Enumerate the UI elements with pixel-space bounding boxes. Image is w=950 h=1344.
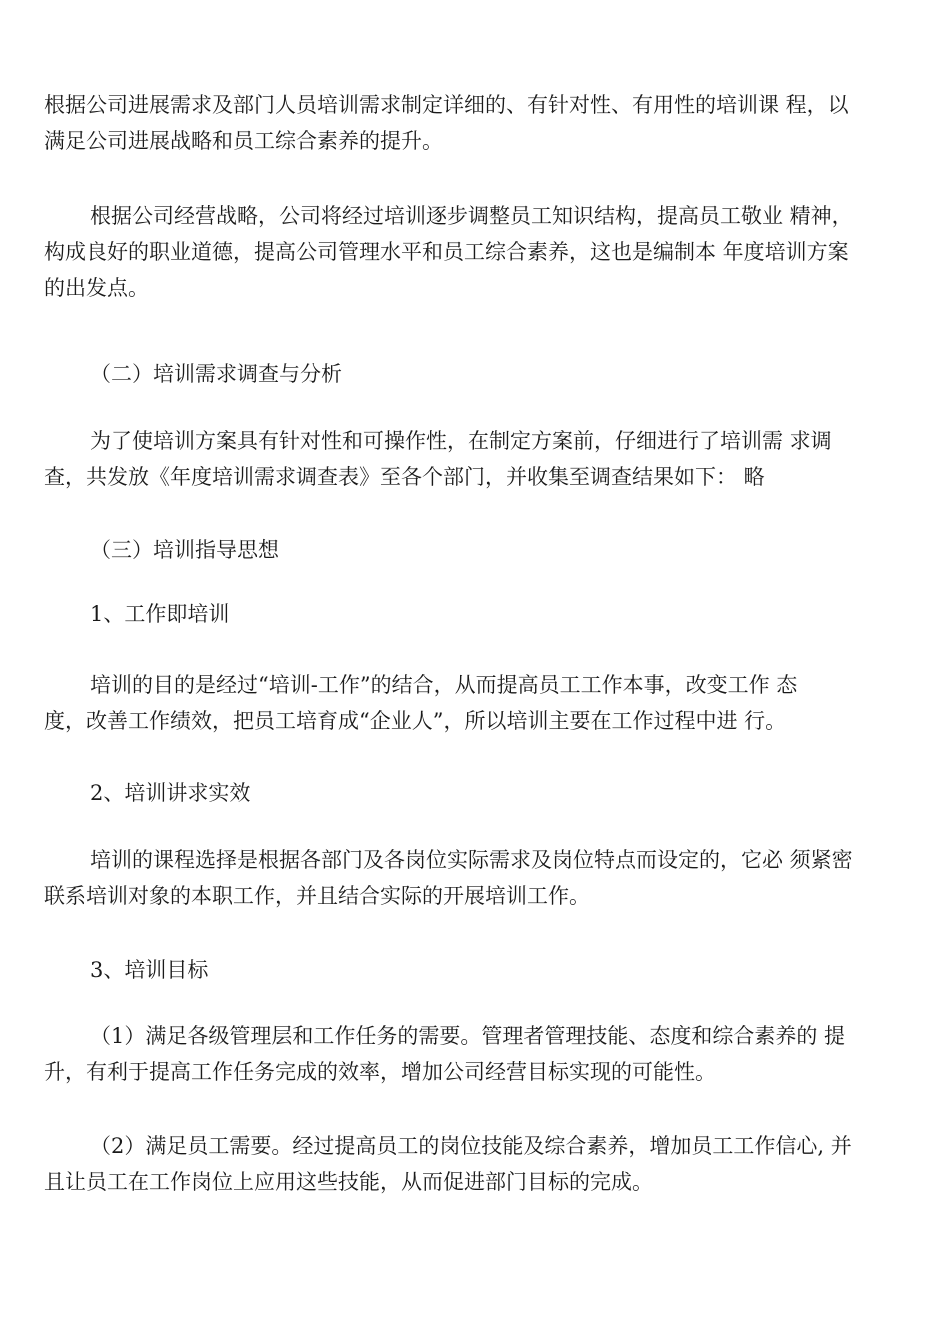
text-line: （1）满足各级管理层和工作任务的需要。管理者管理技能、态度和综合素养的 提 — [90, 1024, 846, 1048]
text-line: 1、工作即培训 — [90, 602, 230, 626]
text-line: 查，共发放《年度培训需求调查表》至各个部门，并收集至调查结果如下： 略 — [44, 465, 765, 489]
text-line: （三）培训指导思想 — [90, 538, 279, 562]
section-heading-guiding-thought — [44, 532, 916, 568]
paragraph-intro — [44, 87, 916, 159]
paragraph-strategy — [44, 198, 916, 306]
list-item-heading-2 — [44, 775, 916, 811]
list-item-heading-1 — [44, 596, 916, 632]
text-line: 度，改善工作绩效，把员工培育成“企业人”，所以培训主要在工作过程中进 行。 — [44, 709, 787, 733]
paragraph-goal-2 — [44, 1128, 916, 1200]
paragraph-item-2 — [44, 842, 916, 914]
text-line: 2、培训讲求实效 — [90, 781, 251, 805]
text-line: （二）培训需求调查与分析 — [90, 362, 342, 386]
text-line: 构成良好的职业道德，提高公司管理水平和员工综合素养，这也是编制本 年度培训方案 — [44, 240, 849, 264]
text-line: 根据公司进展需求及部门人员培训需求制定详细的、有针对性、有用性的培训课 程，以 — [44, 93, 849, 117]
text-line: 满足公司进展战略和员工综合素养的提升。 — [44, 129, 443, 153]
text-line: 培训的目的是经过“培训-工作”的结合，从而提高员工工作本事，改变工作 态 — [90, 673, 798, 697]
text-line: 为了使培训方案具有针对性和可操作性，在制定方案前，仔细进行了培训需 求调 — [90, 429, 832, 453]
text-line: 升，有利于提高工作任务完成的效率，增加公司经营目标实现的可能性。 — [44, 1060, 716, 1084]
text-line: 且让员工在工作岗位上应用这些技能，从而促进部门目标的完成。 — [44, 1170, 653, 1194]
list-item-heading-3 — [44, 952, 916, 988]
text-line: 根据公司经营战略，公司将经过培训逐步调整员工知识结构，提高员工敬业 精神， — [90, 204, 853, 228]
text-line: 培训的课程选择是根据各部门及各岗位实际需求及岗位特点而设定的，它必 须紧密 — [90, 848, 853, 872]
section-heading-demand-analysis — [44, 356, 916, 392]
paragraph-survey — [44, 423, 916, 495]
text-line: 联系培训对象的本职工作，并且结合实际的开展培训工作。 — [44, 884, 590, 908]
text-line: （2）满足员工需要。经过提高员工的岗位技能及综合素养，增加员工工作信心, 并 — [90, 1134, 852, 1158]
text-line: 的出发点。 — [44, 276, 149, 300]
text-line: 3、培训目标 — [90, 958, 209, 982]
paragraph-item-1 — [44, 667, 916, 739]
paragraph-goal-1 — [44, 1018, 916, 1090]
